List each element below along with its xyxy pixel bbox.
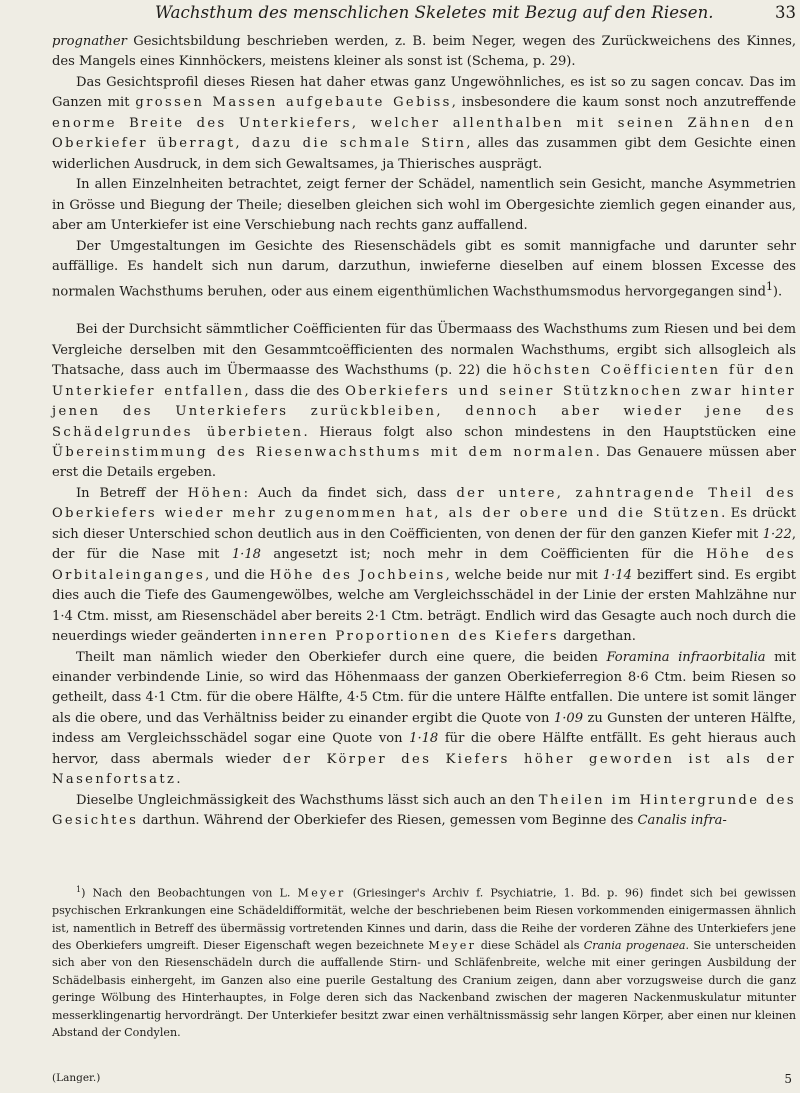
spaced-emphasis: Übereinstimmung des Riesenwachsthums mit dem normalen (52, 444, 596, 460)
running-title: Wachsthum des menschlichen Skeletes mit Bezug auf den Riesen. (155, 3, 714, 22)
spaced-emphasis: enorme Breite des Unterkiefers, welcher allenthalben mit seinen Zähnen den Oberkiefer überragt, dazu die schmale Stirn (52, 115, 796, 152)
spaced-emphasis: Theilen im Hintergrunde des Gesichtes (52, 792, 796, 829)
coefficient: 1·18 (409, 731, 439, 747)
footnote-marker: 1 (76, 885, 82, 894)
author-note: (Langer.) (52, 1072, 101, 1084)
italic-term: Canalis infra- (637, 813, 727, 829)
italic-term: prognather (52, 34, 127, 49)
spaced-emphasis: höchsten Coëfficienten für den Unterkiefer entfallen (52, 363, 797, 399)
coefficient: 1·18 (231, 547, 261, 563)
spaced-emphasis: der untere, zahntragende Theil des Oberkiefers wieder mehr zugenommen hat, als der obere und die Stützen (52, 485, 797, 522)
spaced-emphasis: inneren Proportionen des Kiefers (260, 629, 560, 645)
spaced-emphasis: der Körper des Kiefers höher geworden ist als der Nasenfortsatz (52, 751, 797, 788)
footnote (52, 881, 796, 1041)
spaced-emphasis: Höhe des Jochbeins (269, 567, 446, 583)
paragraph: prognather Gesichtsbildung beschrieben werden, z. B. beim Neger, wegen des Zurückweichens des Kinnes, des Mangels eines Kinnhöckers, meistens kleiner als sonst ist (Schema, p. 29). (52, 34, 796, 70)
page-number: 33 (775, 3, 796, 22)
page-footer (52, 1072, 796, 1084)
body-text (52, 32, 796, 832)
footnote-reference: 1 (765, 280, 773, 294)
paragraph: Theilt man nämlich wieder den Oberkiefer durch eine quere, die beiden Foramina infraorbitalia mit einander verbindende Linie, so wird das Höhenmaass der ganzen Oberkieferregion 8·6 Ctm. beim Riesen so getheilt, dass 4·1 Ctm. für die obere Hälfte, 4·5 Ctm. für die untere Hälfte entfallen. Die untere ist somit länger als die obere, und das Verhältniss beider zu einander ergibt die Quote von 1·09 zu Gunsten der unteren Hälfte, indess am Vergleichsschädel sogar eine Quote von 1·18 für die obere Hälfte entfällt. Es geht hieraus auch hervor, dass abermals wieder der Körper des Kiefers höher geworden ist als der Nasenfortsatz. (52, 649, 797, 788)
spaced-emphasis: Höhe des Orbitaleinganges (52, 547, 797, 583)
spaced-emphasis: Höhen (187, 485, 244, 501)
paragraph: Das Gesichtsprofil dieses Riesen hat daher etwas ganz Ungewöhnliches, es ist so zu sagen concav. Das im Ganzen mit grossen Massen aufgebaute Gebiss, insbesondere die kaum sonst noch anzutreffende enorme Breite des Unterkiefers, welcher allenthalben mit seinen Zähnen den Oberkiefer überragt, dazu die schmale Stirn, alles das zusammen gibt dem Gesichte einen widerlichen Ausdruck, in dem sich Gewaltsames, ja Thierisches ausprägt. (52, 74, 796, 172)
italic-term: Crania progenaea (583, 938, 686, 952)
signature-mark: 5 (784, 1072, 792, 1086)
coefficient: 1·14 (602, 567, 632, 583)
running-header (52, 3, 798, 29)
paragraph: In Betreff der Höhen: Auch da findet sich, dass der untere, zahntragende Theil des Oberkiefers wieder mehr zugenommen hat, als der obere und die Stützen. Es drückt sich dieser Unterschied schon deutlich aus in den Coëfficienten, von denen der für den ganzen Kiefer mit 1·22, der für die Nase mit 1·18 angesetzt ist; noch mehr in dem Coëfficienten für die Höhe des Orbitaleinganges, und die Höhe des Jochbeins, welche beide nur mit 1·14 beziffert sind. Es ergibt dies auch die Tiefe des Gaumengewölbes, welche am Vergleichsschädel in der Linie der ersten Mahlzähne nur 1·4 Ctm. misst, am Riesenschädel aber bereits 2·1 Ctm. beträgt. Endlich wird das Gesagte auch noch durch die neuerdings wieder geänderten inneren Proportionen des Kiefers dargethan. (52, 485, 797, 645)
paragraph: Der Umgestaltungen im Gesichte des Riesenschädels gibt es somit mannigfache und darunter sehr auffällige. Es handelt sich nun darum, darzuthun, inwieferne dieselben auf einem blossen Excesse des normalen Wachsthums beruhen, oder aus einem eigenthümlichen Wachsthumsmodus hervorgegangen sind$^1$). (52, 238, 796, 300)
paragraph: In allen Einzelnheiten betrachtet, zeigt ferner der Schädel, namentlich sein Gesicht, manche Asymmetrien in Grösse und Biegung der Theile; dieselben gleichen sich wohl im Obergesichte ziemlich gegen einander aus, aber am Unterkiefer ist eine Verschiebung nach rechts ganz auffallend. (52, 177, 796, 234)
coefficient: 1·22 (762, 526, 792, 542)
spaced-emphasis: grossen Massen aufgebaute Gebiss (135, 95, 452, 111)
paragraph: Dieselbe Ungleichmässigkeit des Wachsthums lässt sich auch an den Theilen im Hintergrunde des Gesichtes darthun. Während der Oberkiefer des Riesen, gemessen vom Beginne des Canalis infra- (52, 792, 796, 829)
footnote-text: $^1$) Nach den Beobachtungen von L. Meyer (Griesinger's Archiv f. Psychiatrie, 1. Bd. p. 96) findet sich bei gewissen psychischen Erkrankungen eine Schädeldifformität, welche der beschriebenen beim Riesen vorkommenden einigermassen ähnlich ist, namentlich in Betreff des übermässig vortretenden Kinnes und darin, dass die Reihe der vorderen Zähne des Unterkiefers jene des Oberkiefers umgreift. Dieser Eigenschaft wegen bezeichnete Meyer diese Schädel als Crania progenaea. Sie unterscheiden sich aber von den Riesenschädeln durch die auffallende Stirn- und Schläfenbreite, welche mit einer geringen Ausbildung der Schädelbasis einhergeht, im Ganzen also eine puerile Gestaltung des Cranium zeigen, dann aber vorzugsweise durch die ganz geringe Wölbung des Hinterhauptes, in Folge deren sich das Nackenband zwischen der mageren Nackenmuskulatur mitunter messerklingenartig hervordrängt. Der Unterkiefer besitzt zwar einen verhältnissmässig sehr langen Körper, aber einen nur kleinen Abstand der Condylen. (52, 885, 796, 1039)
spaced-emphasis: Oberkiefers und seiner Stützknochen zwar hinter jenen des Unterkiefers zurückbleiben, dennoch aber wieder jene des Schädelgrundes überbieten (52, 383, 796, 440)
coefficient: 1·09 (553, 710, 584, 726)
paragraph: Bei der Durchsicht sämmtlicher Coëfficienten für das Übermaass des Wachsthums zum Riesen und bei dem Vergleiche derselben mit den Gesammtcoëfficienten des normalen Wachsthums, ergibt sich allsogleich als Thatsache, dass auch im Übermaasse des Wachsthums (p. 22) die höchsten Coëfficienten für den Unterkiefer entfallen, dass die des Oberkiefers und seiner Stützknochen zwar hinter jenen des Unterkiefers zurückbleiben, dennoch aber wieder jene des Schädelgrundes überbieten. Hieraus folgt also schon mindestens in den Hauptstücken eine Übereinstimmung des Riesenwachsthums mit dem normalen. Das Genauere müssen aber erst die Details ergeben. (52, 322, 797, 481)
italic-term: Foramina infraorbitalia (606, 649, 766, 665)
